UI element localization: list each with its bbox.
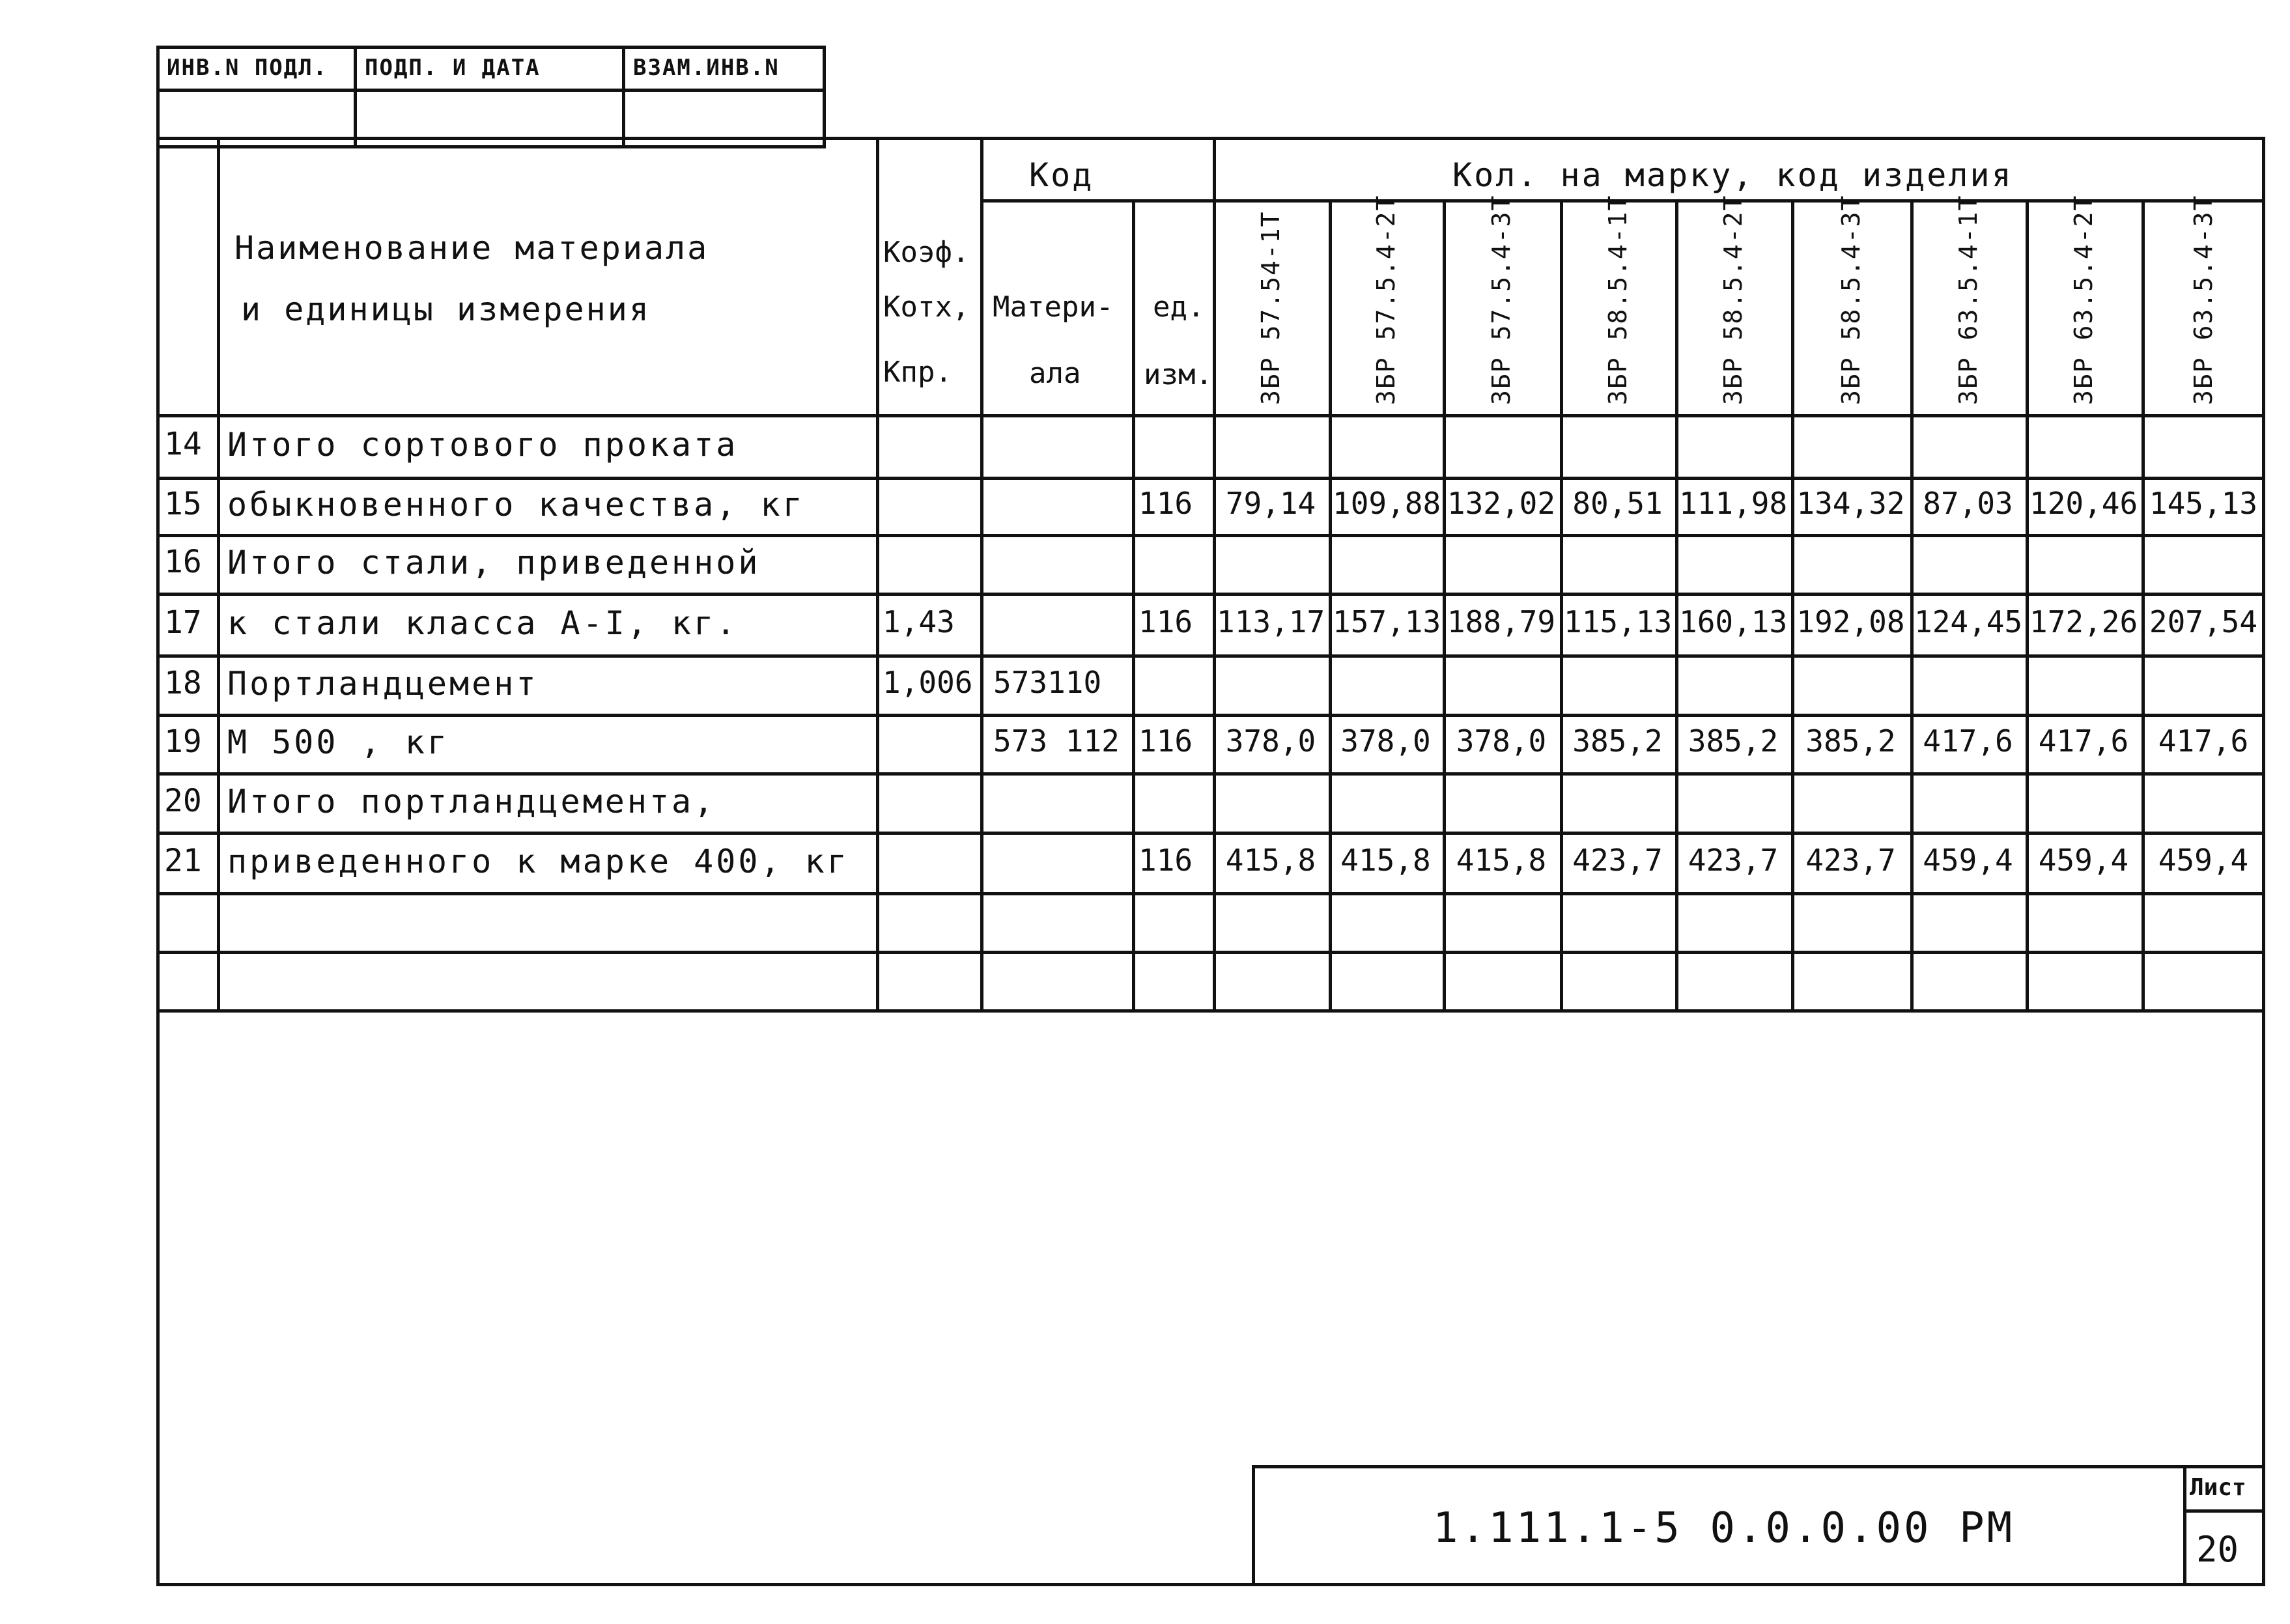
header-coef-line2: Котх, (883, 290, 970, 324)
title-block-sheet-hline (2183, 1509, 2265, 1513)
stamp-col-1 (354, 46, 357, 148)
col-rule-mark (1443, 199, 1446, 1009)
row-number: 14 (164, 426, 202, 462)
header-coef-line3: Кпр. (883, 356, 952, 389)
row-unit-code: 116 (1138, 604, 1193, 639)
row-rule (156, 1009, 2265, 1013)
title-block-sheet-divider (2183, 1465, 2186, 1586)
row-quantity: 80,51 (1572, 486, 1663, 521)
row-quantity: 134,32 (1796, 486, 1905, 521)
row-number: 18 (164, 664, 202, 701)
sheet-label: Лист (2190, 1474, 2246, 1501)
col-rule-num (217, 137, 220, 1009)
row-quantity: 415,8 (1225, 842, 1316, 878)
row-quantity: 423,7 (1805, 842, 1896, 878)
row-quantity: 115,13 (1564, 604, 1673, 639)
row-quantity: 459,4 (1923, 842, 2013, 878)
row-rule (156, 654, 2265, 658)
mark-header: 3БР 63.5.4-1Т (1953, 194, 1983, 405)
row-quantity: 423,7 (1688, 842, 1779, 878)
row-quantity: 188,79 (1447, 604, 1556, 639)
row-quantity: 415,8 (1456, 842, 1547, 878)
stamp-podp-data: ПОДП. И ДАТА (365, 55, 541, 81)
row-quantity: 132,02 (1447, 486, 1556, 521)
row-quantity: 385,2 (1572, 723, 1663, 759)
mark-header: 3БР 58.5.4-1Т (1603, 194, 1632, 405)
header-qty-group: Кол. на марку, код изделия (1452, 156, 2013, 194)
row-quantity: 160,13 (1679, 604, 1788, 639)
col-rule-name (876, 137, 879, 1009)
row-rule (156, 832, 2265, 835)
row-quantity: 378,0 (1340, 723, 1431, 759)
row-quantity: 109,88 (1333, 486, 1441, 521)
row-quantity: 459,4 (2158, 842, 2249, 878)
row-material-code: 573110 (993, 664, 1102, 700)
row-quantity: 111,98 (1679, 486, 1788, 521)
row-unit-code: 116 (1138, 723, 1193, 759)
row-rule (156, 477, 2265, 480)
row-quantity: 120,46 (2029, 486, 2138, 521)
row-material-name: М 500 , кг (227, 723, 450, 761)
header-name-line2: и единицы измерения (241, 290, 651, 328)
row-quantity: 417,6 (2038, 723, 2129, 759)
row-quantity: 145,13 (2149, 486, 2258, 521)
row-quantity: 385,2 (1805, 723, 1896, 759)
row-quantity: 113,17 (1217, 604, 1325, 639)
row-quantity: 192,08 (1796, 604, 1905, 639)
header-material-line1: Матери- (993, 290, 1114, 324)
col-rule-mark (1329, 199, 1332, 1009)
row-material-name: к стали класса А-I, кг. (227, 604, 739, 642)
row-quantity: 378,0 (1456, 723, 1547, 759)
row-material-name: приведенного к марке 400, кг (227, 842, 849, 880)
col-rule-mark (2142, 199, 2145, 1009)
row-quantity: 385,2 (1688, 723, 1779, 759)
row-rule (156, 951, 2265, 954)
row-quantity: 417,6 (1923, 723, 2013, 759)
code-group-divider (980, 199, 1216, 203)
row-coefficient: 1,006 (883, 664, 973, 700)
row-coefficient: 1,43 (883, 604, 955, 639)
row-quantity: 79,14 (1225, 486, 1316, 521)
row-number: 16 (164, 544, 202, 580)
header-unit-line2: изм. (1144, 358, 1213, 391)
mark-header: 3БР 57.54-1Т (1256, 210, 1285, 405)
stamp-inv-podl: ИНВ.N ПОДЛ. (167, 55, 328, 81)
col-rule-unit (1213, 137, 1216, 1009)
row-unit-code: 116 (1138, 842, 1193, 878)
row-rule (156, 714, 2265, 717)
mark-header: 3БР 63.5.4-3Т (2189, 194, 2218, 405)
col-rule-mark (1910, 199, 1914, 1009)
row-material-name: Итого стали, приведенной (227, 544, 761, 581)
stamp-divider (156, 89, 826, 92)
stamp-col-2 (622, 46, 625, 148)
row-material-name: Итого портландцемента, (227, 782, 716, 820)
header-material-line2: ала (1029, 357, 1081, 390)
row-material-name: обыкновенного качества, кг (227, 486, 805, 524)
row-rule (156, 593, 2265, 596)
header-name-line1: Наименование материала (234, 229, 709, 267)
row-rule (156, 772, 2265, 776)
row-quantity: 423,7 (1572, 842, 1663, 878)
header-unit-line1: ед. (1153, 290, 1205, 324)
header-coef-line1: Коэф. (883, 236, 970, 269)
row-material-name: Портландцемент (227, 664, 539, 703)
row-quantity: 459,4 (2038, 842, 2129, 878)
row-quantity: 207,54 (2149, 604, 2258, 639)
row-rule (156, 534, 2265, 537)
row-quantity: 378,0 (1225, 723, 1316, 759)
row-number: 15 (164, 486, 202, 522)
row-rule (156, 892, 2265, 895)
mark-header: 3БР 58.5.4-2Т (1719, 194, 1747, 405)
row-number: 19 (164, 723, 202, 760)
row-quantity: 124,45 (1914, 604, 2023, 639)
col-rule-mark (2026, 199, 2029, 1009)
mark-header: 3БР 57.5.4-2Т (1371, 194, 1400, 405)
col-rule-mark (1791, 199, 1794, 1009)
row-material-code: 573 112 (993, 723, 1120, 759)
row-number: 17 (164, 604, 202, 641)
row-number: 20 (164, 782, 202, 819)
row-quantity: 417,6 (2158, 723, 2249, 759)
sheet-number: 20 (2196, 1529, 2239, 1570)
col-rule-material (1132, 199, 1135, 1009)
row-quantity: 172,26 (2029, 604, 2138, 639)
row-rule (156, 414, 2265, 417)
col-rule-mark (1560, 199, 1563, 1009)
mark-header: 3БР 57.5.4-3Т (1487, 194, 1516, 405)
document-code: 1.111.1-5 0.0.0.00 РМ (1433, 1504, 2015, 1552)
mark-header: 3БР 63.5.4-2Т (2069, 194, 2098, 405)
header-code-group: Код (1029, 156, 1094, 194)
col-rule-coef (980, 137, 983, 1009)
row-material-name: Итого сортового проката (227, 426, 739, 464)
row-number: 21 (164, 842, 202, 879)
row-quantity: 157,13 (1333, 604, 1441, 639)
col-rule-mark (1675, 199, 1678, 1009)
row-unit-code: 116 (1138, 486, 1193, 521)
mark-header: 3БР 58.5.4-3Т (1836, 194, 1865, 405)
row-quantity: 87,03 (1923, 486, 2013, 521)
row-quantity: 415,8 (1340, 842, 1431, 878)
stamp-vzam-inv: ВЗАМ.ИНВ.N (633, 55, 780, 81)
